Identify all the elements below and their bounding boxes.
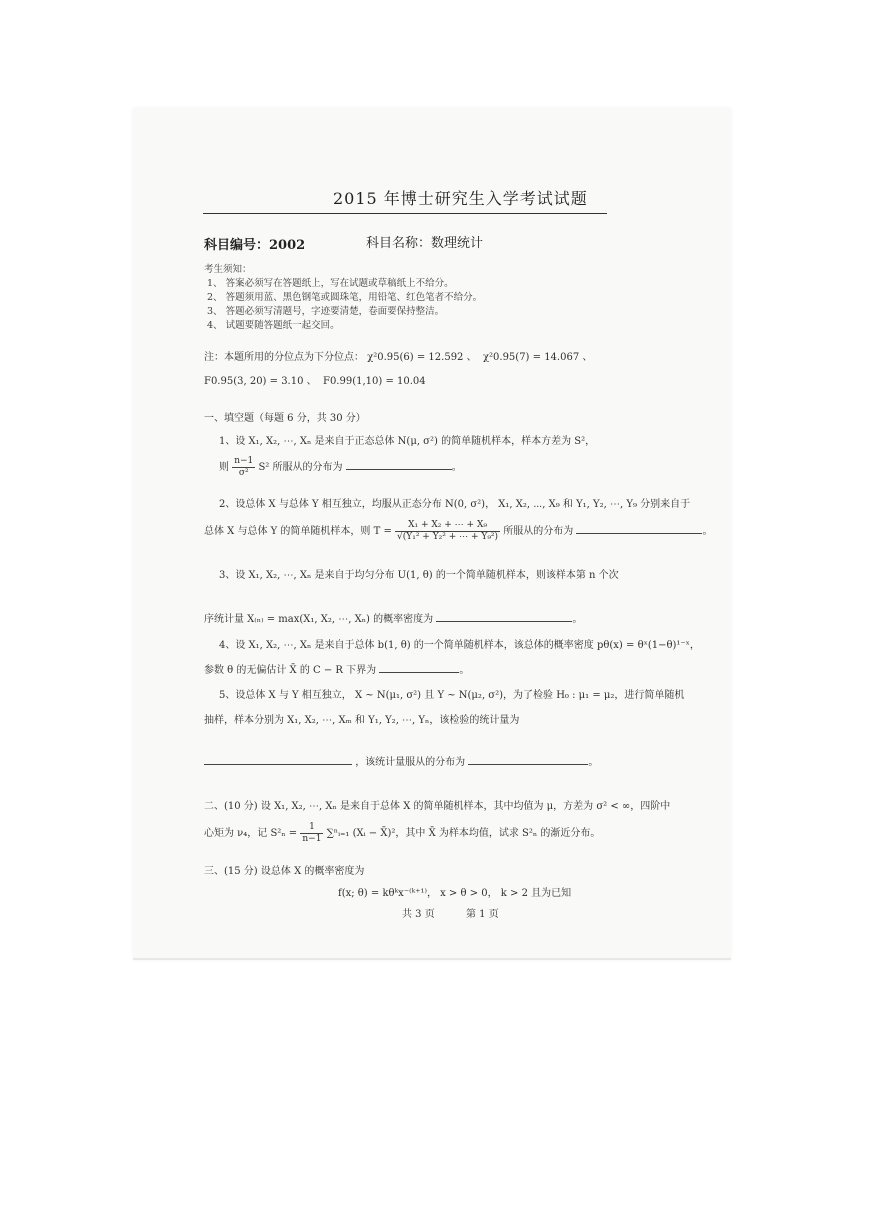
q5-mid: ，该统计量服从的分布为: [355, 757, 466, 768]
section2-line2: [204, 822, 600, 845]
notice-heading: 考生须知：: [204, 264, 252, 275]
q1-line1: 1、设 X₁, X₂, ⋯, Xₙ 是来自于正态总体 N(μ, σ²) 的简单随机样本，样本方差为 S²，: [219, 436, 596, 447]
subject-code: 科目编号：2002: [204, 238, 306, 253]
answer-blank[interactable]: [204, 754, 352, 765]
q4-line1: 4、设 X₁, X₂, ⋯, Xₙ 是来自于总体 b(1, θ) 的一个简单随机样本，该总体的概率密度 pθ(x) = θˣ(1−θ)¹⁻ˣ，: [219, 640, 700, 651]
q5-line1: 5、设总体 X 与 Y 相互独立， X ~ N(μ₁, σ²) 且 Y ~ N(μ₂, σ²)，为了检验 H₀ : μ₁ = μ₂，进行简单随机: [219, 690, 685, 701]
title-underline: [203, 213, 607, 214]
quantile-f320: F0.95(3, 20) = 3.10 、: [204, 376, 317, 387]
quantile-chi6: χ²0.95(6) = 12.592 、: [367, 352, 477, 363]
q2-line2: 总体 X 与总体 Y 的简单随机样本，则 T = $\frac{\text{X₁ + X₂ + ⋯ + X₉}}{\text{√(Y₁² + Y₂² + ⋯ + Y₉²)}}$ 所服从的分布为 。: [204, 520, 713, 542]
section3-line1: 三、(15 分) 设总体 X 的概率密度为: [204, 866, 365, 877]
q2-frac-num: X₁ + X₂ + ⋯ + X₉: [395, 520, 500, 532]
q1-frac-den: σ²: [238, 468, 249, 478]
quantile-f110: F0.99(1,10) = 10.04: [323, 376, 426, 387]
section2-pre: 心矩为 ν₄，记 S²ₙ =: [204, 828, 298, 839]
section2-line1: 二、(10 分) 设 X₁, X₂, ⋯, Xₙ 是来自于总体 X 的简单随机样本，其中均值为 μ，方差为 σ² < ∞，四阶中: [204, 801, 671, 812]
notice-item: 4、 试题要随答题纸一起交回。: [207, 320, 340, 331]
page-total: 共 3 页: [402, 909, 435, 920]
answer-blank[interactable]: [379, 662, 459, 673]
q1-line2: 则 $\frac{n-1}{\text{σ²}}$ S² 所服从的分布为 。: [219, 456, 462, 478]
answer-blank[interactable]: [576, 523, 702, 534]
q1-post: S² 所服从的分布为: [258, 462, 343, 473]
subject-name: 科目名称：数理统计: [366, 236, 484, 251]
q2-post: 所服从的分布为: [503, 526, 574, 537]
section1-heading: 一、填空题（每题 6 分，共 30 分）: [204, 413, 366, 424]
quantile-note-2: [204, 372, 426, 387]
notice-item: 3、 答题必须写清题号，字迹要清楚，卷面要保持整洁。: [207, 306, 445, 317]
q4-text: 参数 θ 的无偏估计 X̄ 的 C − R 下界为: [204, 665, 377, 676]
notice-item: 1、 答案必须写在答题纸上，写在试题或草稿纸上不给分。: [207, 278, 454, 289]
answer-blank[interactable]: [346, 459, 452, 470]
sheet-bottom-edge: [133, 958, 731, 960]
q1-pre: 则: [219, 462, 229, 473]
q1-fraction: [232, 456, 255, 479]
section2-fraction: [300, 822, 323, 845]
q3-line2: 序统计量 X₍ₙ₎ = max(X₁, X₂, ⋯, Xₙ) 的概率密度为 。: [204, 610, 582, 625]
section2-post: ∑ⁿᵢ₌₁ (Xᵢ − X̄)²，其中 X̄ 为样本均值，试求 S²ₙ 的渐近分布。: [326, 828, 601, 839]
q2-fraction: [395, 520, 500, 543]
quantile-chi7: χ²0.95(7) = 14.067 、: [482, 352, 593, 363]
answer-blank[interactable]: [468, 754, 588, 765]
q2-line1: 2、设总体 X 与总体 Y 相互独立，均服从正态分布 N(0, σ²)， X₁, X₂, ⋯, X₉ 和 Y₁, Y₂, ⋯, Y₉ 分别来自于: [219, 499, 691, 510]
notice-item: 2、 答题须用蓝、黑色钢笔或圆珠笔，用铅笔、红色笔者不给分。: [207, 292, 483, 303]
quantile-prefix: 注：本题所用的分位点为下分位点：: [204, 352, 364, 363]
page-title: 2015 年博士研究生入学考试试题: [333, 189, 588, 208]
q2-pre: 总体 X 与总体 Y 的简单随机样本，则 T =: [204, 526, 392, 537]
q4-line2: 参数 θ 的无偏估计 X̄ 的 C − R 下界为 。: [204, 661, 469, 676]
q3-text: 序统计量 X₍ₙ₎ = max(X₁, X₂, ⋯, Xₙ) 的概率密度为: [204, 614, 434, 625]
q5-line2: 抽样，样本分别为 X₁, X₂, ⋯, Xₘ 和 Y₁, Y₂, ⋯, Yₙ，该检验的统计量为: [204, 715, 520, 726]
answer-blank[interactable]: [436, 611, 572, 622]
section2-frac-den: n−1: [302, 834, 322, 844]
section2-frac-num: 1: [300, 822, 323, 834]
q2-frac-den: √(Y₁² + Y₂² + ⋯ + Y₉²): [397, 532, 499, 542]
q5-line3: ，该统计量服从的分布为 。: [204, 753, 598, 768]
section3-formula: f(x; θ) = kθᵏx⁻⁽ᵏ⁺¹⁾， x > θ > 0， k > 2 且为已知: [338, 888, 572, 899]
page-number: 第 1 页: [466, 909, 499, 920]
q3-line1: 3、设 X₁, X₂, ⋯, Xₙ 是来自于均匀分布 U(1, θ) 的一个简单随机样本，则该样本第 n 个次: [219, 570, 619, 581]
quantile-note: [204, 348, 592, 363]
q1-frac-num: n−1: [234, 456, 254, 466]
